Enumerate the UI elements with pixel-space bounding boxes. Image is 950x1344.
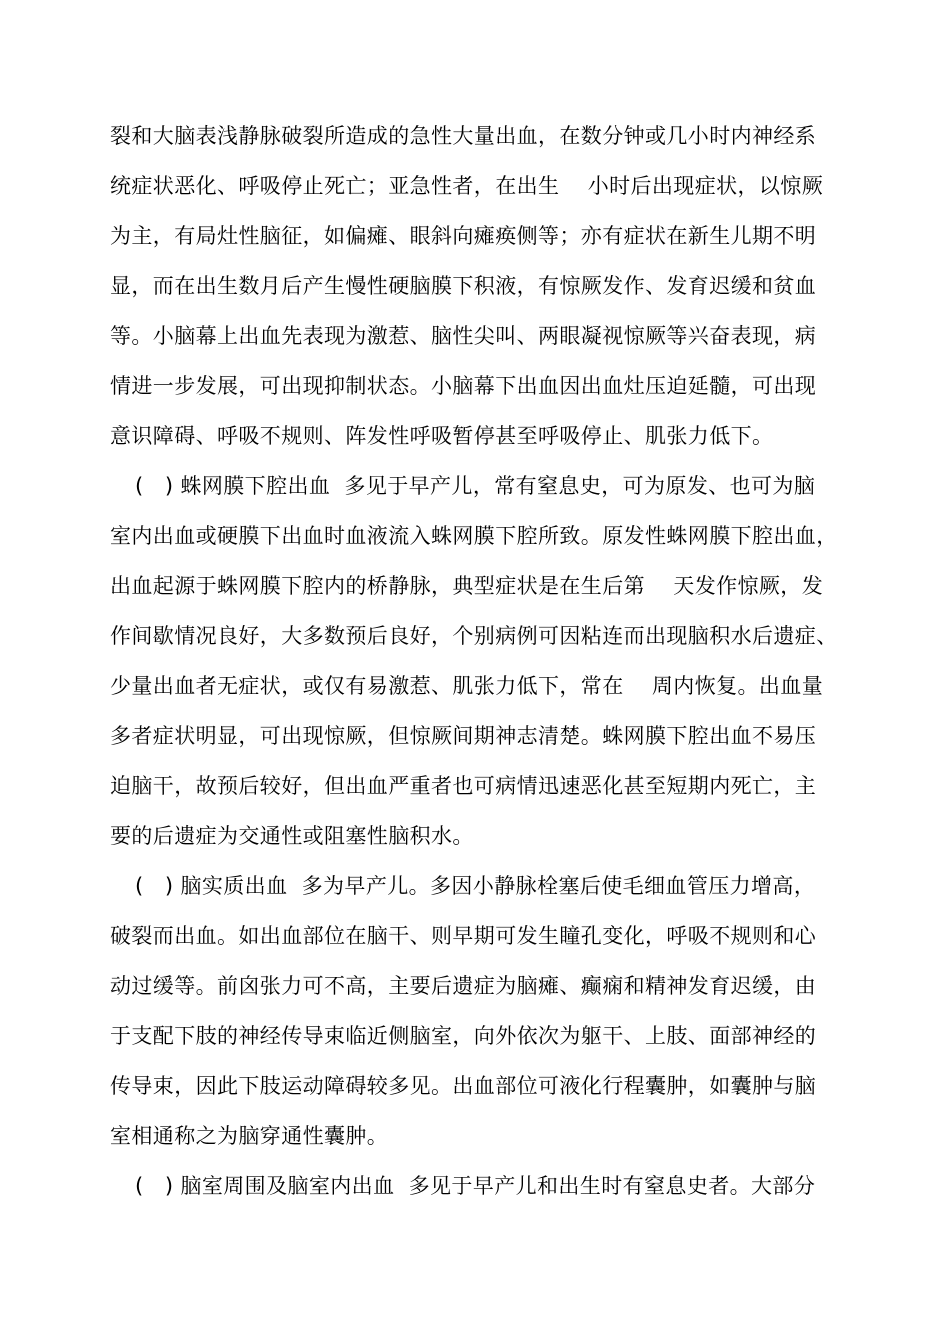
text-line: 情进一步发展，可出现抑制状态。小脑幕下出血因出血灶压迫延髓，可出现 <box>110 374 817 398</box>
text-line: 统症状恶化、呼吸停止死亡；亚急性者，在出生 小时后出现症状，以惊厥 <box>110 174 824 198</box>
text-line: 于支配下肢的神经传导束临近侧脑室，向外依次为躯干、上肢、面部神经的 <box>110 1024 817 1048</box>
text-line: 裂和大脑表浅静脉破裂所造成的急性大量出血，在数分钟或几小时内神经系 <box>110 124 817 148</box>
text-line: 动过缓等。前囟张力可不高，主要后遗症为脑瘫、癫痫和精神发育迟缓，由 <box>110 974 817 998</box>
text-line: 传导束，因此下肢运动障碍较多见。出血部位可液化行程囊肿，如囊肿与脑 <box>110 1074 817 1098</box>
text-line: 出血起源于蛛网膜下腔内的桥静脉，典型症状是在生后第 天发作惊厥，发 <box>110 574 824 598</box>
section-first-line: ( ) 脑实质出血 多为早产儿。多因小静脉栓塞后使毛细血管压力增高， <box>135 874 816 898</box>
text-line: 显，而在出生数月后产生慢性硬脑膜下积液，有惊厥发作、发育迟缓和贫血 <box>110 274 817 298</box>
text-line: 为主，有局灶性脑征，如偏瘫、眼斜向瘫痪侧等；亦有症状在新生儿期不明 <box>110 224 817 248</box>
text-line: 作间歇情况良好，大多数预后良好，个别病例可因粘连而出现脑积水后遗症、 <box>110 624 838 648</box>
section-first-line: ( ) 脑室周围及脑室内出血 多见于早产儿和出生时有窒息史者。大部分 <box>135 1174 816 1198</box>
text-line: 要的后遗症为交通性或阻塞性脑积水。 <box>110 824 474 848</box>
section-first-line: ( ) 蛛网膜下腔出血 多见于早产儿，常有窒息史，可为原发、也可为脑 <box>135 474 816 498</box>
text-line: 迫脑干，故预后较好，但出血严重者也可病情迅速恶化甚至短期内死亡，主 <box>110 774 817 798</box>
text-line: 室内出血或硬膜下出血时血液流入蛛网膜下腔所致。原发性蛛网膜下腔出血， <box>110 524 838 548</box>
text-line: 破裂而出血。如出血部位在脑干、则早期可发生瞳孔变化，呼吸不规则和心 <box>110 924 817 948</box>
text-line: 少量出血者无症状，或仅有易激惹、肌张力低下，常在 周内恢复。出血量 <box>110 674 824 698</box>
text-line: 意识障碍、呼吸不规则、阵发性呼吸暂停甚至呼吸停止、肌张力低下。 <box>110 424 774 448</box>
text-line: 室相通称之为脑穿通性囊肿。 <box>110 1124 389 1148</box>
text-line: 多者症状明显，可出现惊厥，但惊厥间期神志清楚。蛛网膜下腔出血不易压 <box>110 724 817 748</box>
text-line: 等。小脑幕上出血先表现为激惹、脑性尖叫、两眼凝视惊厥等兴奋表现，病 <box>110 324 817 348</box>
